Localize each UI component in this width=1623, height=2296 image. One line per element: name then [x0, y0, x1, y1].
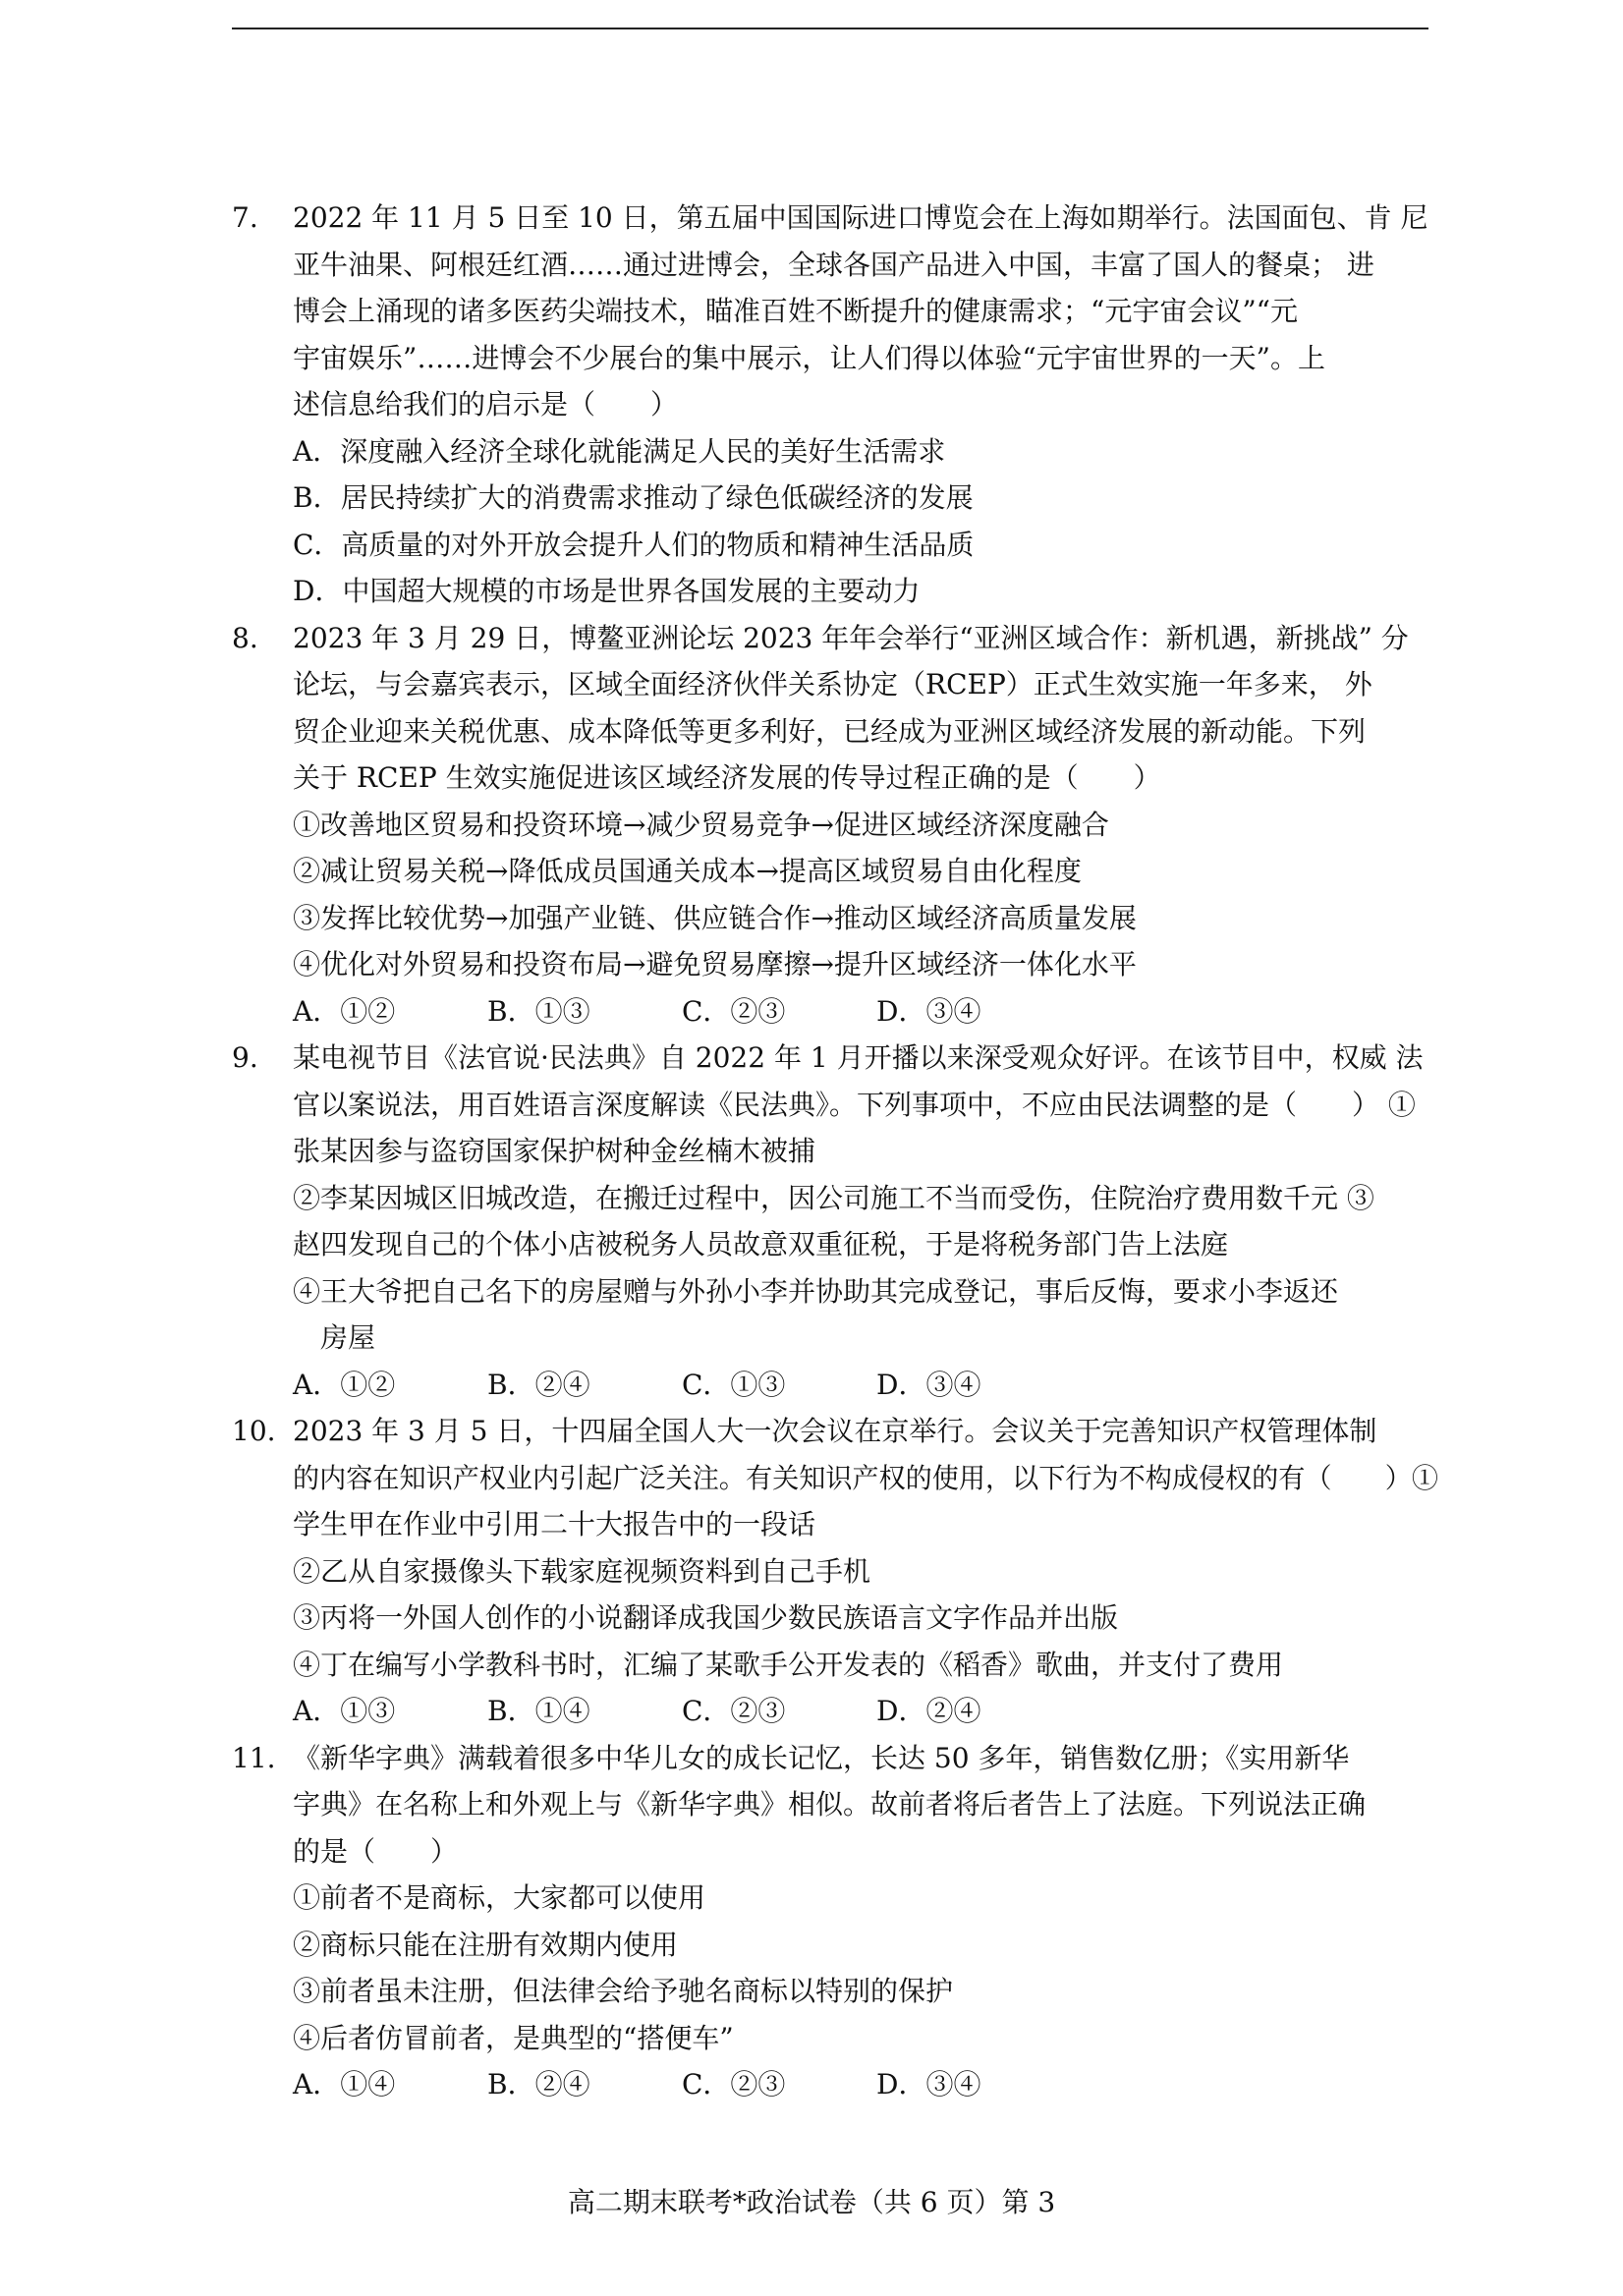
statement-item: ①改善地区贸易和投资环境→减少贸易竞争→促进区域经济深度融合 — [293, 808, 1109, 841]
question-11 — [232, 1735, 1438, 2108]
answer-options — [293, 2061, 1438, 2108]
question-text-line: 2023 年 3 月 5 日，十四届全国人大一次会议在京举行。会议关于完善知识产权管理体制 — [293, 1415, 1377, 1447]
question-text-line: 的是（ ） — [293, 1834, 459, 1868]
question-text-line: 博会上涌现的诸多医药尖端技术，瞄准百姓不断提升的健康需求；“元宇宙会议”“元 — [293, 295, 1298, 327]
option-a: A．①④ — [293, 2068, 396, 2100]
question-text-line: 2023 年 3 月 29 日，博鳌亚洲论坛 2023 年年会举行“亚洲区域合作：新机遇，新挑战” 分 — [293, 621, 1409, 654]
option-b: B．①③ — [487, 994, 590, 1028]
option-c: C．②③ — [682, 2068, 786, 2100]
answer-choice-b: B．居民持续扩大的消费需求推动了绿色低碳经济的发展 — [293, 481, 974, 514]
page-footer: 高二期末联考*政治试卷（共 6 页）第 3 — [567, 2186, 1056, 2218]
answer-options — [293, 1688, 1438, 1735]
statement-item: 学生甲在作业中引用二十大报告中的一段话 — [293, 1508, 816, 1540]
statement-item: ②减让贸易关税→降低成员国通关成本→提高区域贸易自由化程度 — [293, 855, 1082, 887]
option-a: A．①③ — [293, 1695, 396, 1727]
question-number: 11. — [232, 1741, 276, 1774]
option-d: D．②④ — [876, 1695, 981, 1727]
statement-item: ②商标只能在注册有效期内使用 — [293, 1928, 679, 1961]
statement-item: ①前者不是商标，大家都可以使用 — [293, 1881, 706, 1914]
question-text-line: 关于 RCEP 生效实施促进该区域经济发展的传导过程正确的是（ ） — [293, 761, 1161, 794]
statement-continuation: 房屋 — [320, 1321, 376, 1354]
option-b: B．①④ — [487, 1695, 590, 1727]
statement-item: ④优化对外贸易和投资布局→避免贸易摩擦→提升区域经济一体化水平 — [293, 948, 1137, 980]
option-b: B．②④ — [487, 2068, 590, 2100]
question-text-line: 《新华字典》满载着很多中华儿女的成长记忆，长达 50 多年，销售数亿册；《实用新华 — [293, 1741, 1350, 1774]
question-text-line: 2022 年 11 月 5 日至 10 日，第五届中国国际进口博览会在上海如期举行。法国面包、肯 尼 — [293, 201, 1428, 234]
question-text-line: 某电视节目《法官说·民法典》自 2022 年 1 月开播以来深受观众好评。在该节目中，权威 法 — [293, 1041, 1424, 1074]
question-text-line: 亚牛油果、阿根廷红酒……通过进博会，全球各国产品进入中国，丰富了国人的餐桌； 进 — [293, 248, 1374, 281]
answer-options — [293, 988, 1438, 1036]
question-list — [232, 195, 1438, 2108]
question-text-line: 述信息给我们的启示是（ ） — [293, 388, 679, 420]
option-d: D．③④ — [876, 994, 981, 1028]
option-c: C．①③ — [682, 1368, 786, 1401]
answer-choice-c: C．高质量的对外开放会提升人们的物质和精神生活品质 — [293, 528, 975, 561]
question-number: 7. — [232, 201, 258, 234]
option-a: A．①② — [293, 994, 396, 1028]
question-10 — [232, 1408, 1438, 1735]
option-c: C．②③ — [682, 994, 786, 1028]
statement-item: ③前者虽未注册，但法律会给予驰名商标以特别的保护 — [293, 1975, 954, 2007]
answer-choice-d: D．中国超大规模的市场是世界各国发展的主要动力 — [293, 575, 921, 607]
question-text-line: 宇宙娱乐”……进博会不少展台的集中展示，让人们得以体验“元宇宙世界的一天”。上 — [293, 341, 1325, 374]
option-c: C．②③ — [682, 1695, 786, 1727]
question-text-line: 论坛，与会嘉宾表示，区域全面经济伙伴关系协定（RCEP）正式生效实施一年多来， 外 — [293, 668, 1372, 700]
question-number: 9. — [232, 1041, 258, 1074]
statement-item: ③丙将一外国人创作的小说翻译成我国少数民族语言文字作品并出版 — [293, 1601, 1119, 1634]
question-9 — [232, 1035, 1438, 1408]
option-d: D．③④ — [876, 1368, 981, 1401]
question-7 — [232, 195, 1438, 615]
question-8 — [232, 615, 1438, 1036]
statement-item: ④王大爷把自己名下的房屋赠与外孙小李并协助其完成登记，事后反悔，要求小李返还 — [293, 1274, 1339, 1308]
statement-item: ③发挥比较优势→加强产业链、供应链合作→推动区域经济高质量发展 — [293, 901, 1137, 934]
answer-choice-a: A．深度融入经济全球化就能满足人民的美好生活需求 — [293, 434, 946, 468]
question-text-line: 官以案说法，用百姓语言深度解读《民法典》。下列事项中，不应由民法调整的是（ ） ① — [293, 1088, 1416, 1121]
statement-item: ④后者仿冒前者，是典型的“搭便车” — [293, 2021, 734, 2054]
question-number: 10. — [232, 1415, 276, 1447]
statement-item: ②李某因城区旧城改造，在搬迁过程中，因公司施工不当而受伤，住院治疗费用数千元 ③ — [293, 1181, 1374, 1214]
answer-options — [293, 1362, 1438, 1409]
statement-item: ④丁在编写小学教科书时，汇编了某歌手公开发表的《稻香》歌曲，并支付了费用 — [293, 1648, 1284, 1681]
statement-item: 张某因参与盗窃国家保护树种金丝楠木被捕 — [293, 1135, 816, 1167]
statement-item: 赵四发现自己的个体小店被税务人员故意双重征税，于是将税务部门告上法庭 — [293, 1228, 1229, 1260]
question-number: 8. — [232, 621, 258, 654]
statement-item: ②乙从自家摄像头下载家庭视频资料到自己手机 — [293, 1554, 871, 1588]
option-a: A．①② — [293, 1368, 396, 1401]
header-rule — [232, 28, 1428, 29]
option-d: D．③④ — [876, 2068, 981, 2100]
question-text-line: 的内容在知识产权业内引起广泛关注。有关知识产权的使用，以下行为不构成侵权的有（ ）① — [293, 1461, 1438, 1494]
option-b: B．②④ — [487, 1368, 590, 1401]
question-text-line: 字典》在名称上和外观上与《新华字典》相似。故前者将后者告上了法庭。下列说法正确 — [293, 1788, 1367, 1820]
question-text-line: 贸企业迎来关税优惠、成本降低等更多利好，已经成为亚洲区域经济发展的新动能。下列 — [293, 714, 1367, 748]
